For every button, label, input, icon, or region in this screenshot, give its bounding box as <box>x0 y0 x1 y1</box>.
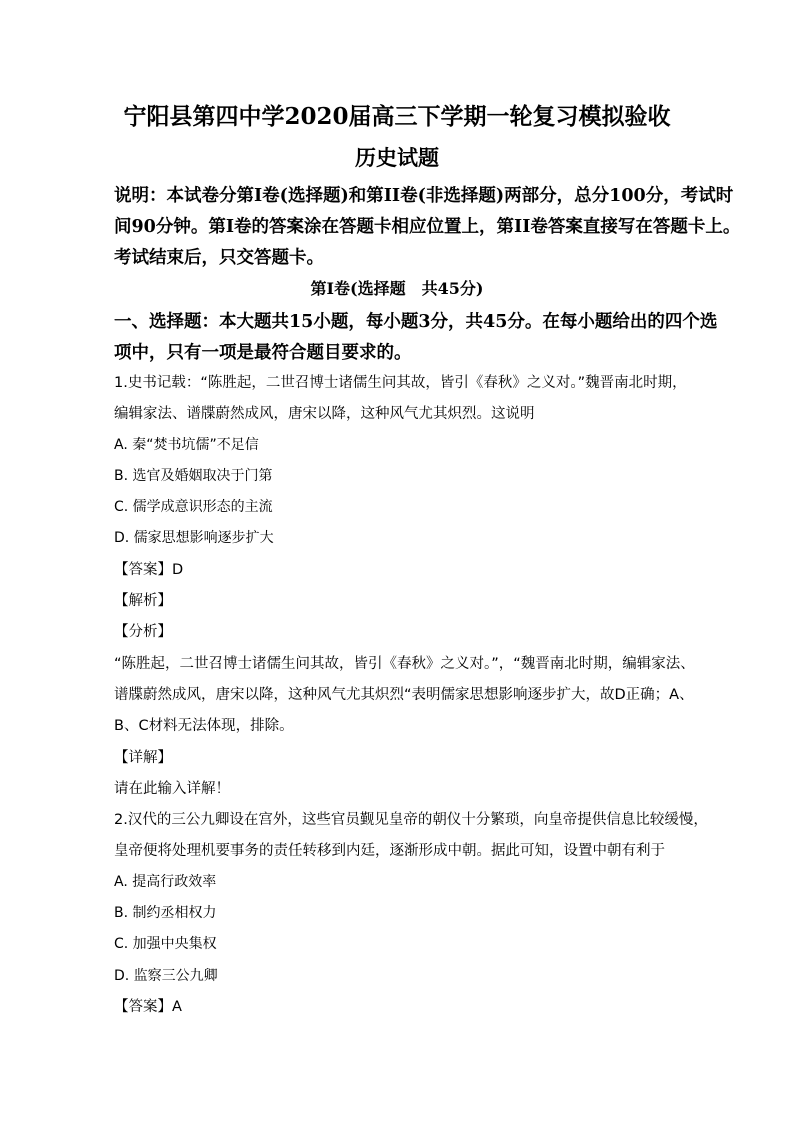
question-1-option-b: B. 选官及婚姻取决于门第 <box>114 468 273 484</box>
question-1-option-a: A. 秦“焚书坑儒”不足信 <box>114 437 259 453</box>
question-2-option-b: B. 制约丞相权力 <box>114 905 217 921</box>
question-1-stem: 1.史书记载：“陈胜起，二世召博士诸儒生问其故，皆引《春秋》之义对。”魏晋南北时期， <box>114 375 687 391</box>
instructions-line: 间90分钟。第I卷的答案涂在答题卡相应位置上，第II卷答案直接写在答题卡上。 <box>114 217 741 237</box>
section-intro-line: 项中，只有一项是最符合题目要求的。 <box>114 343 412 363</box>
question-1-analysis: 谱牒蔚然成风，唐宋以降，这种风气尤其炽烈“表明儒家思想影响逐步扩大，故D正确；A、 <box>114 687 694 703</box>
document-title: 宁阳县第四中学2020届高三下学期一轮复习模拟验收 <box>123 103 671 130</box>
answer-label: 【答案】 <box>114 562 172 578</box>
instructions-line: 考试结束后，只交答题卡。 <box>114 248 324 268</box>
question-2-option-d: D. 监察三公九卿 <box>114 968 218 984</box>
question-1-option-c: C. 儒学成意识形态的主流 <box>114 499 273 515</box>
section-intro-line: 一、选择题：本大题共15小题，每小题3分，共45分。在每小题给出的四个选 <box>114 312 718 332</box>
answer-value: D <box>172 562 184 578</box>
question-2-stem: 2.汉代的三公九卿设在宫外，这些官员觐见皇帝的朝仪十分繁琐，向皇帝提供信息比较缓慢， <box>114 812 708 828</box>
question-1-stem: 编辑家法、谱牒蔚然成风，唐宋以降，这种风气尤其炽烈。这说明 <box>114 406 535 422</box>
question-1-answer <box>114 560 183 580</box>
section-heading: 第I卷(选择题 共45分) <box>310 279 484 298</box>
question-1-analysis: B、C材料无法体现，排除。 <box>114 718 294 734</box>
question-1-detail: 请在此输入详解！ <box>114 781 230 797</box>
answer-value: A <box>172 999 182 1015</box>
question-2-answer <box>114 997 182 1017</box>
instructions-line: 说明：本试卷分第I卷(选择题)和第II卷(非选择题)两部分，总分100分，考试时 <box>114 186 734 206</box>
detail-label: 【详解】 <box>114 750 172 766</box>
analysis-label: 【解析】 <box>114 593 172 609</box>
fenxi-label: 【分析】 <box>114 624 172 640</box>
question-2-option-c: C. 加强中央集权 <box>114 936 217 952</box>
question-1-option-d: D. 儒家思想影响逐步扩大 <box>114 530 274 546</box>
answer-label: 【答案】 <box>114 999 172 1015</box>
question-2-stem: 皇帝便将处理机要事务的责任转移到内廷，逐渐形成中朝。据此可知，设置中朝有利于 <box>114 843 665 859</box>
question-1-analysis: “陈胜起，二世召博士诸儒生问其故，皆引《春秋》之义对。”，“魏晋南北时期，编辑家法、 <box>114 656 695 672</box>
document-subtitle: 历史试题 <box>355 145 439 170</box>
question-2-option-a: A. 提高行政效率 <box>114 874 217 890</box>
